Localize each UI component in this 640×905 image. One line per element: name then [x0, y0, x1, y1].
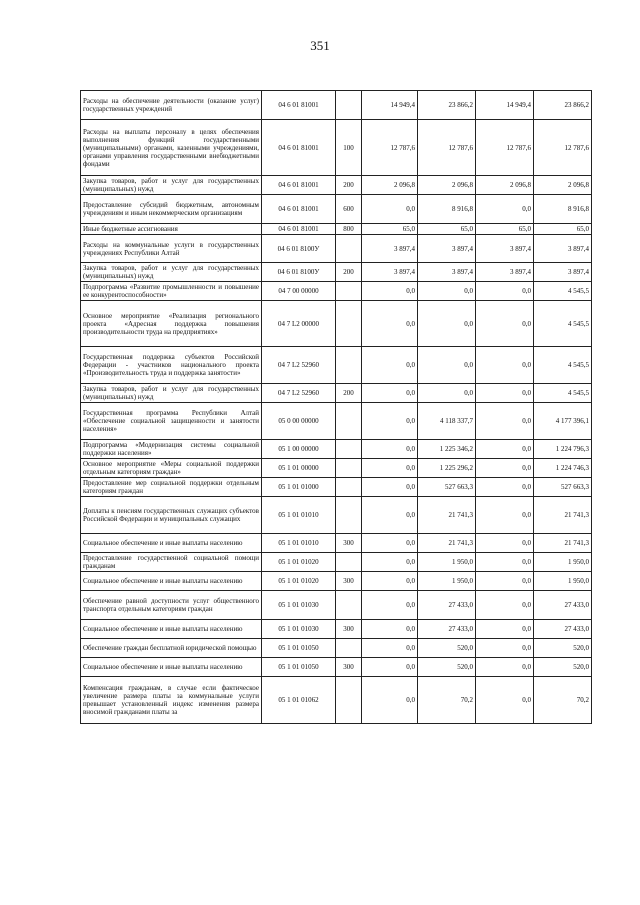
row-expense-type	[336, 91, 362, 120]
row-value-4: 520,0	[534, 658, 592, 677]
row-code: 04 7 L2 52960	[262, 384, 336, 403]
row-value-4: 1 224 796,3	[534, 440, 592, 459]
row-expense-type	[336, 639, 362, 658]
row-value-1: 0,0	[362, 195, 418, 224]
row-value-4: 70,2	[534, 677, 592, 724]
row-expense-type	[336, 553, 362, 572]
row-value-3: 0,0	[476, 658, 534, 677]
row-value-4: 27 433,0	[534, 591, 592, 620]
row-code: 04 6 01 8100У	[262, 235, 336, 263]
row-value-1: 3 897,4	[362, 235, 418, 263]
row-value-1: 0,0	[362, 440, 418, 459]
row-value-2: 3 897,4	[418, 263, 476, 282]
row-value-4: 65,0	[534, 224, 592, 235]
table-row	[81, 459, 592, 478]
row-value-2: 65,0	[418, 224, 476, 235]
row-value-1: 0,0	[362, 459, 418, 478]
table-row	[81, 301, 592, 347]
row-expense-type	[336, 497, 362, 534]
row-name: Социальное обеспечение и иные выплаты населению	[81, 620, 262, 639]
table-row	[81, 534, 592, 553]
table-row	[81, 263, 592, 282]
row-code: 05 1 01 01062	[262, 677, 336, 724]
row-name: Обеспечение равной доступности услуг общественного транспорта отдельным категориям граждан	[81, 591, 262, 620]
row-value-1: 0,0	[362, 497, 418, 534]
row-value-3: 0,0	[476, 534, 534, 553]
row-expense-type: 600	[336, 195, 362, 224]
table-row	[81, 553, 592, 572]
row-code: 04 7 00 00000	[262, 282, 336, 301]
row-value-3: 0,0	[476, 403, 534, 440]
row-value-4: 3 897,4	[534, 235, 592, 263]
row-name: Компенсация гражданам, в случае если фактическое увеличение размера платы за коммунальные услуги превышает установленный индекс изменения размера вносимой гражданами платы за	[81, 677, 262, 724]
table-row	[81, 497, 592, 534]
row-value-2: 70,2	[418, 677, 476, 724]
row-expense-type: 100	[336, 120, 362, 176]
row-code: 04 6 01 81001	[262, 195, 336, 224]
row-name: Закупка товаров, работ и услуг для государственных (муниципальных) нужд	[81, 176, 262, 195]
row-value-4: 8 916,8	[534, 195, 592, 224]
row-value-3: 3 897,4	[476, 235, 534, 263]
row-expense-type: 300	[336, 572, 362, 591]
row-name: Государственная поддержка субъектов Российской Федерации - участников национального проекта «Производительность труда и поддержка занятости»	[81, 347, 262, 384]
row-expense-type	[336, 677, 362, 724]
row-value-2: 0,0	[418, 347, 476, 384]
row-value-3: 0,0	[476, 591, 534, 620]
row-value-2: 3 897,4	[418, 235, 476, 263]
row-code: 04 6 01 81001	[262, 91, 336, 120]
row-value-1: 14 949,4	[362, 91, 418, 120]
row-value-2: 1 950,0	[418, 572, 476, 591]
row-code: 05 1 01 00000	[262, 459, 336, 478]
row-expense-type	[336, 478, 362, 497]
row-value-2: 2 096,8	[418, 176, 476, 195]
row-expense-type	[336, 591, 362, 620]
row-value-3: 3 897,4	[476, 263, 534, 282]
row-value-1: 0,0	[362, 572, 418, 591]
row-value-4: 4 545,5	[534, 282, 592, 301]
row-name: Основное мероприятие «Реализация регионального проекта «Адресная поддержка повышения производительности труда на предприятиях»	[81, 301, 262, 347]
row-value-1: 0,0	[362, 403, 418, 440]
row-value-1: 0,0	[362, 301, 418, 347]
table-row	[81, 176, 592, 195]
row-name: Расходы на коммунальные услуги в государственных учреждениях Республики Алтай	[81, 235, 262, 263]
row-value-2: 8 916,8	[418, 195, 476, 224]
row-value-2: 520,0	[418, 658, 476, 677]
table-row	[81, 440, 592, 459]
row-value-4: 527 663,3	[534, 478, 592, 497]
table-row	[81, 347, 592, 384]
row-expense-type	[336, 440, 362, 459]
row-value-3: 0,0	[476, 478, 534, 497]
row-value-1: 0,0	[362, 553, 418, 572]
row-name: Иные бюджетные ассигнования	[81, 224, 262, 235]
row-value-1: 0,0	[362, 478, 418, 497]
row-value-3: 2 096,8	[476, 176, 534, 195]
row-code: 05 1 01 01050	[262, 658, 336, 677]
row-expense-type: 200	[336, 384, 362, 403]
row-name: Предоставление государственной социальной помощи гражданам	[81, 553, 262, 572]
row-value-1: 0,0	[362, 384, 418, 403]
row-value-2: 12 787,6	[418, 120, 476, 176]
row-value-2: 4 118 337,7	[418, 403, 476, 440]
row-code: 05 1 01 01010	[262, 534, 336, 553]
row-value-1: 0,0	[362, 347, 418, 384]
row-code: 04 6 01 81001	[262, 120, 336, 176]
row-name: Основное мероприятие «Меры социальной поддержки отдельным категориям граждан»	[81, 459, 262, 478]
row-expense-type	[336, 301, 362, 347]
row-value-3: 0,0	[476, 639, 534, 658]
row-value-1: 0,0	[362, 282, 418, 301]
row-value-1: 3 897,4	[362, 263, 418, 282]
row-value-4: 12 787,6	[534, 120, 592, 176]
row-expense-type: 300	[336, 534, 362, 553]
row-expense-type: 200	[336, 263, 362, 282]
row-expense-type	[336, 347, 362, 384]
row-name: Предоставление субсидий бюджетным, автономным учреждениям и иным некоммерческим организациям	[81, 195, 262, 224]
row-value-4: 3 897,4	[534, 263, 592, 282]
row-code: 05 1 01 01020	[262, 572, 336, 591]
row-value-2: 27 433,0	[418, 591, 476, 620]
row-code: 05 1 01 01030	[262, 591, 336, 620]
row-value-4: 21 741,3	[534, 497, 592, 534]
table-row	[81, 677, 592, 724]
row-value-4: 1 224 746,3	[534, 459, 592, 478]
row-expense-type: 300	[336, 620, 362, 639]
row-value-4: 4 177 396,1	[534, 403, 592, 440]
table-row	[81, 235, 592, 263]
row-value-3: 0,0	[476, 677, 534, 724]
row-name: Социальное обеспечение и иные выплаты населению	[81, 658, 262, 677]
row-name: Социальное обеспечение и иные выплаты населению	[81, 572, 262, 591]
row-value-2: 0,0	[418, 282, 476, 301]
table-row	[81, 195, 592, 224]
row-expense-type	[336, 282, 362, 301]
row-value-2: 520,0	[418, 639, 476, 658]
row-value-2: 21 741,3	[418, 497, 476, 534]
table-row	[81, 620, 592, 639]
table-row	[81, 224, 592, 235]
row-value-3: 14 949,4	[476, 91, 534, 120]
row-value-3: 0,0	[476, 572, 534, 591]
row-name: Предоставление мер социальной поддержки отдельным категориям граждан	[81, 478, 262, 497]
row-value-4: 1 950,0	[534, 572, 592, 591]
row-value-2: 527 663,3	[418, 478, 476, 497]
row-value-2: 23 866,2	[418, 91, 476, 120]
row-value-3: 65,0	[476, 224, 534, 235]
row-name: Государственная программа Республики Алтай «Обеспечение социальной защищенности и занятости населения»	[81, 403, 262, 440]
table-row	[81, 639, 592, 658]
row-name: Закупка товаров, работ и услуг для государственных (муниципальных) нужд	[81, 263, 262, 282]
row-value-1: 0,0	[362, 534, 418, 553]
row-value-2: 1 950,0	[418, 553, 476, 572]
row-value-1: 65,0	[362, 224, 418, 235]
table-row	[81, 91, 592, 120]
row-value-4: 23 866,2	[534, 91, 592, 120]
row-name: Подпрограмма «Развитие промышленности и повышение ее конкурентоспособности»	[81, 282, 262, 301]
row-value-2: 0,0	[418, 301, 476, 347]
row-value-3: 0,0	[476, 553, 534, 572]
row-name: Расходы на выплаты персоналу в целях обеспечения выполнения функций государственными (муниципальными) органами, казенными учреждениями, органами управления государственными внебюджетными фондами	[81, 120, 262, 176]
row-name: Закупка товаров, работ и услуг для государственных (муниципальных) нужд	[81, 384, 262, 403]
row-value-4: 4 545,5	[534, 384, 592, 403]
row-value-4: 1 950,0	[534, 553, 592, 572]
row-value-3: 0,0	[476, 497, 534, 534]
table-row	[81, 658, 592, 677]
row-name: Доплаты к пенсиям государственных служащих субъектов Российской Федерации и муниципальных служащих	[81, 497, 262, 534]
row-expense-type: 300	[336, 658, 362, 677]
row-value-4: 21 741,3	[534, 534, 592, 553]
row-name: Обеспечение граждан бесплатной юридической помощью	[81, 639, 262, 658]
row-expense-type	[336, 403, 362, 440]
row-expense-type	[336, 235, 362, 263]
row-name: Социальное обеспечение и иные выплаты населению	[81, 534, 262, 553]
row-value-3: 0,0	[476, 440, 534, 459]
row-code: 04 6 01 81001	[262, 176, 336, 195]
row-value-3: 0,0	[476, 301, 534, 347]
row-code: 05 1 00 00000	[262, 440, 336, 459]
row-value-2: 0,0	[418, 384, 476, 403]
row-value-3: 0,0	[476, 459, 534, 478]
page-number: 351	[310, 38, 330, 53]
row-value-2: 27 433,0	[418, 620, 476, 639]
row-code: 04 7 L2 52960	[262, 347, 336, 384]
row-value-4: 4 545,5	[534, 301, 592, 347]
row-value-1: 0,0	[362, 639, 418, 658]
row-expense-type: 200	[336, 176, 362, 195]
row-value-1: 0,0	[362, 658, 418, 677]
row-value-4: 27 433,0	[534, 620, 592, 639]
table-row	[81, 384, 592, 403]
table-row	[81, 591, 592, 620]
row-value-1: 0,0	[362, 591, 418, 620]
table-row	[81, 282, 592, 301]
row-value-4: 4 545,5	[534, 347, 592, 384]
row-name: Подпрограмма «Модернизация системы социальной поддержки населения»	[81, 440, 262, 459]
row-code: 05 0 00 00000	[262, 403, 336, 440]
row-value-4: 520,0	[534, 639, 592, 658]
row-value-2: 1 225 296,2	[418, 459, 476, 478]
row-value-1: 0,0	[362, 677, 418, 724]
row-value-3: 0,0	[476, 195, 534, 224]
row-code: 05 1 01 01030	[262, 620, 336, 639]
table-row	[81, 572, 592, 591]
row-value-1: 2 096,8	[362, 176, 418, 195]
row-value-2: 21 741,3	[418, 534, 476, 553]
row-expense-type	[336, 459, 362, 478]
row-value-2: 1 225 346,2	[418, 440, 476, 459]
row-value-3: 0,0	[476, 347, 534, 384]
table-row	[81, 403, 592, 440]
row-code: 05 1 01 01010	[262, 497, 336, 534]
row-name: Расходы на обеспечение деятельности (оказание услуг) государственных учреждений	[81, 91, 262, 120]
row-code: 04 7 L2 00000	[262, 301, 336, 347]
row-value-3: 0,0	[476, 384, 534, 403]
row-value-3: 0,0	[476, 282, 534, 301]
row-code: 04 6 01 8100У	[262, 263, 336, 282]
row-value-1: 12 787,6	[362, 120, 418, 176]
row-code: 05 1 01 01000	[262, 478, 336, 497]
row-value-1: 0,0	[362, 620, 418, 639]
row-code: 05 1 01 01050	[262, 639, 336, 658]
row-code: 05 1 01 01020	[262, 553, 336, 572]
table-row	[81, 120, 592, 176]
row-value-3: 0,0	[476, 620, 534, 639]
table-row	[81, 478, 592, 497]
row-value-4: 2 096,8	[534, 176, 592, 195]
row-expense-type: 800	[336, 224, 362, 235]
row-code: 04 6 01 81001	[262, 224, 336, 235]
row-value-3: 12 787,6	[476, 120, 534, 176]
budget-table	[80, 90, 592, 724]
